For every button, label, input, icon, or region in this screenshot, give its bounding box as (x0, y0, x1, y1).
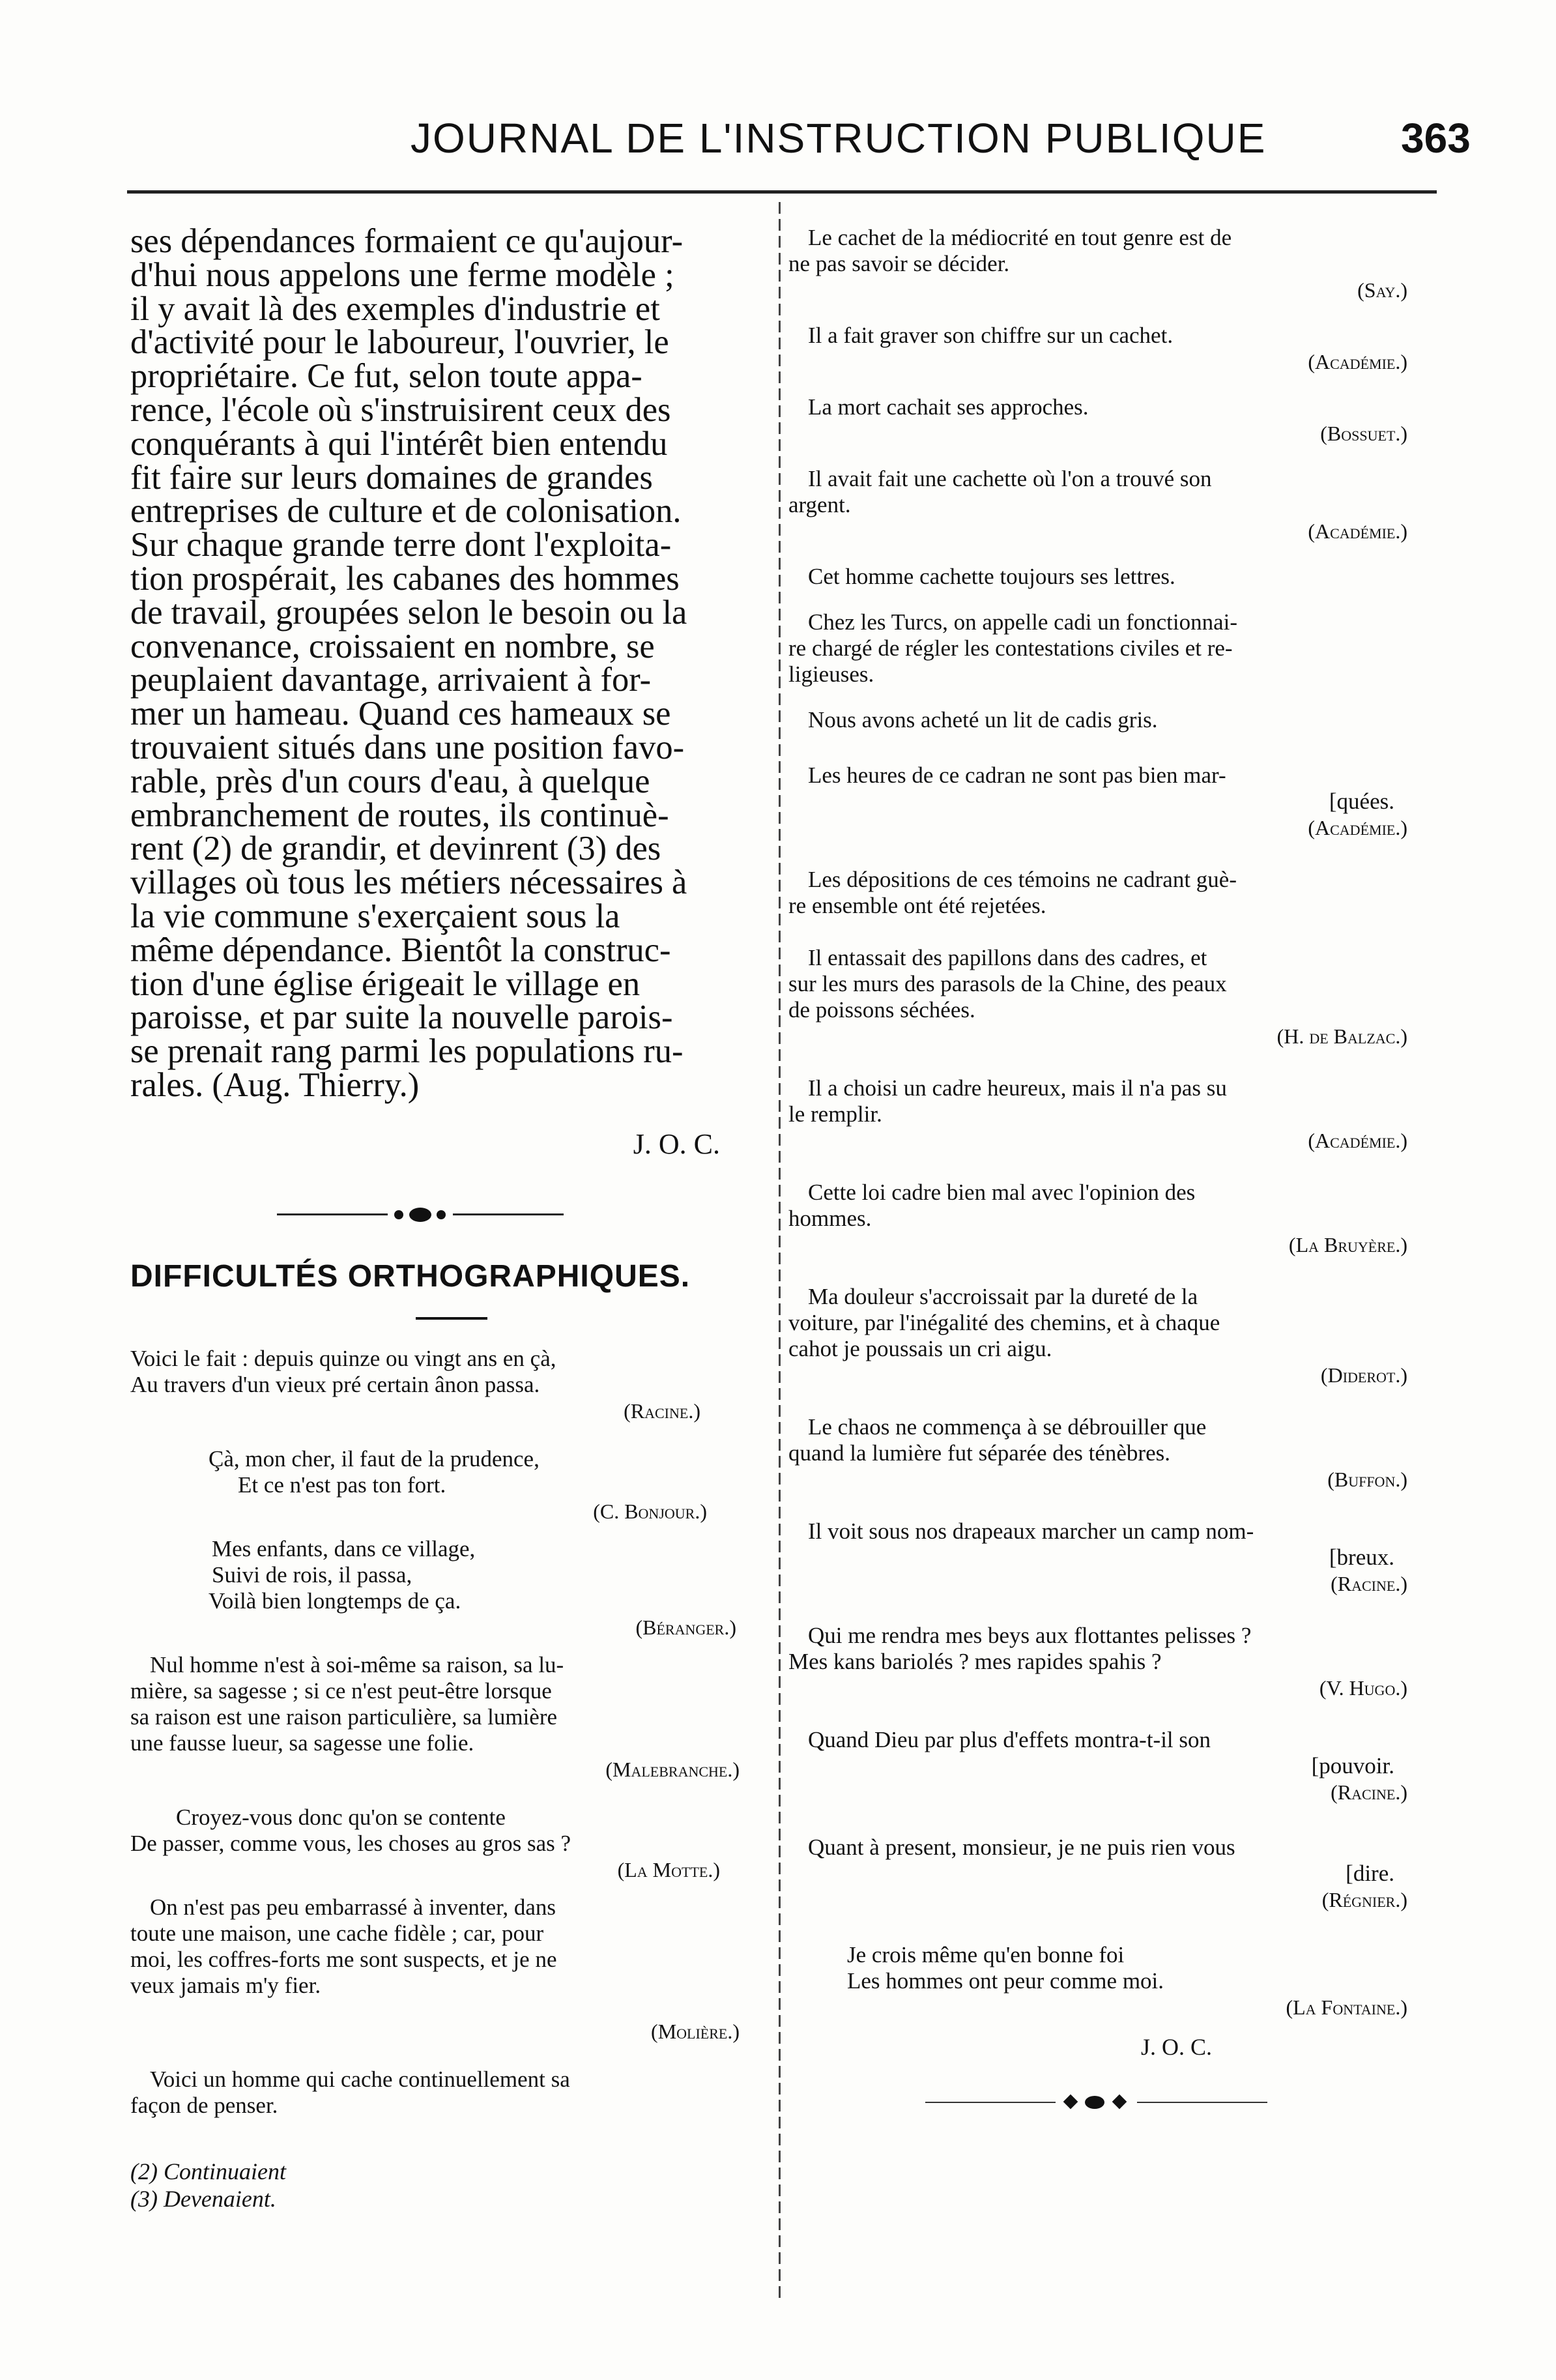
quote-line: Le cachet de la médiocrité en tout genre est de (808, 225, 1232, 250)
quote-line: Suivi de rois, il passa, (212, 1561, 412, 1588)
quote-line: Voici un homme qui cache continuellement sa (150, 2066, 570, 2092)
quote-line: Il entassait des papillons dans des cadres, et (808, 945, 1207, 970)
quote-line: ne pas savoir se décider. (788, 251, 1010, 276)
quote-line: Le chaos ne commença à se débrouiller que (808, 1414, 1207, 1440)
article-line: rable, près d'un cours d'eau, à quelque (130, 762, 650, 800)
quote-line: Les heures de ce cadran ne sont pas bien mar- (808, 762, 1226, 788)
quote-line: Chez les Turcs, on appelle cadi un fonctionnai- (808, 609, 1238, 635)
article-line: de travail, groupées selon le besoin ou la (130, 593, 687, 631)
article-line: se prenait rang parmi les populations ru- (130, 1032, 684, 1071)
article-line: conquérants à qui l'intérêt bien entendu (130, 424, 668, 463)
quote-line: ligieuses. (788, 661, 874, 687)
quote-line: Cette loi cadre bien mal avec l'opinion des (808, 1180, 1196, 1205)
quote-source: (Malebranche.) (605, 1757, 740, 1781)
running-header (0, 114, 1556, 179)
quote-line: On n'est pas peu embarrassé à inventer, dans (150, 1894, 556, 1920)
article-line: il y avait là des exemples d'industrie et (130, 289, 660, 328)
quote-block (788, 1414, 1434, 1492)
title-rule (416, 1317, 487, 1320)
article-line: rence, l'école où s'instruisirent ceux des (130, 390, 671, 429)
article-line: ses dépendances formaient ce qu'aujour- (130, 222, 684, 260)
quote-source: (Académie.) (1308, 816, 1407, 839)
quote-block (788, 867, 1434, 919)
quote-line: De passer, comme vous, les choses au gros sas ? (130, 1830, 571, 1856)
quote-line: quand la lumière fut séparée des ténèbres. (788, 1440, 1170, 1466)
left-column (130, 222, 772, 2213)
article-line: peuplaient davantage, arrivaient à for- (130, 661, 652, 699)
quote-line: Qui me rendra mes beys aux flottantes pelisses ? (808, 1623, 1252, 1648)
quote-line: Nul homme n'est à soi-même sa raison, sa lu- (150, 1651, 564, 1677)
quote-line: Cet homme cachette toujours ses lettres. (808, 564, 1175, 589)
article-line: villages où tous les métiers nécessaires à (130, 863, 687, 902)
quote-source: (Académie.) (1308, 1129, 1407, 1152)
quote-block (788, 394, 1434, 446)
quote-source: (Racine.) (624, 1399, 700, 1423)
quote-line: Croyez-vous donc qu'on se contente (176, 1804, 506, 1830)
quote-line: voiture, par l'inégalité des chemins, et à chaque (788, 1310, 1220, 1335)
article-line: tion prospérait, les cabanes des hommes (130, 559, 680, 598)
quote-line: une fausse lueur, sa sagesse une folie. (130, 1730, 474, 1756)
quote-source: (Buffon.) (1327, 1468, 1407, 1491)
quote-line: Mes enfants, dans ce village, (212, 1535, 476, 1561)
quote-line: moi, les coffres-forts me sont suspects, et je ne (130, 1946, 557, 1972)
quote-line: Je crois même qu'en bonne foi (847, 1942, 1125, 1967)
closing-ornament (788, 2090, 1434, 2116)
quote-block (788, 1942, 1434, 2020)
footnote: (3) Devenaient. (130, 2185, 276, 2212)
quote-line: le remplir. (788, 1101, 882, 1127)
quote-block (788, 564, 1434, 590)
quote-line: Il a fait graver son chiffre sur un cachet. (808, 323, 1174, 348)
quote-block (788, 609, 1434, 688)
quote-line: toute une maison, une cache fidèle ; car, pour (130, 1920, 544, 1946)
quote-block (788, 225, 1434, 303)
quote-block (788, 1180, 1434, 1258)
article-line: fit faire sur leurs domaines de grandes (130, 458, 653, 497)
column-separator (779, 202, 781, 2300)
footnotes (130, 2158, 772, 2213)
quote-line: mière, sa sagesse ; si ce n'est peut-être lorsque (130, 1677, 552, 1704)
quote-line: Voici le fait : depuis quinze ou vingt ans en çà, (130, 1345, 556, 1371)
quote-line: façon de penser. (130, 2092, 278, 2118)
quote-source: (V. Hugo.) (1319, 1676, 1407, 1700)
right-quotes (788, 225, 1434, 2020)
article-line: propriétaire. Ce fut, selon toute appa- (130, 357, 642, 396)
article-line: Sur chaque grande terre dont l'exploita- (130, 526, 672, 564)
quote-line: de poissons séchées. (788, 997, 975, 1023)
quote-source: (Bossuet.) (1320, 422, 1407, 445)
quote-line: Il voit sous nos drapeaux marcher un camp nom- (808, 1518, 1254, 1544)
quote-line: Quand Dieu par plus d'effets montra-t-il son (808, 1727, 1211, 1752)
quote-source: (La Bruyère.) (1288, 1233, 1407, 1256)
quote-line: Au travers d'un vieux pré certain ânon passa. (130, 1371, 540, 1397)
quote-line: argent. (788, 492, 851, 517)
header-rule (127, 190, 1437, 194)
quote-source: (Say.) (1357, 278, 1407, 302)
journal-title: JOURNAL DE L'INSTRUCTION PUBLIQUE (411, 115, 1267, 162)
quote-block (788, 1835, 1434, 1913)
quote-line: Ma douleur s'accroissait par la dureté de la (808, 1284, 1198, 1309)
quote-line: re chargé de régler les contestations civiles et re- (788, 635, 1233, 661)
right-signature: J. O. C. (1140, 2034, 1212, 2060)
quote-source: (Béranger.) (635, 1615, 736, 1639)
quote-line: Mes kans bariolés ? mes rapides spahis ? (788, 1649, 1162, 1674)
article-line: tion d'une église érigeait le village en (130, 965, 641, 1003)
quote-source: (Molière.) (651, 2019, 740, 2043)
quote-source: (Académie.) (1308, 519, 1407, 543)
article-line: même dépendance. Bientôt la construc- (130, 931, 671, 969)
quote-line: Quant à present, monsieur, je ne puis rien vous (808, 1835, 1235, 1860)
quote-block (788, 466, 1434, 544)
quote-source: (C. Bonjour.) (593, 1499, 707, 1523)
page-number: 363 (1401, 115, 1471, 162)
article-line: d'activité pour le laboureur, l'ouvrier, le (130, 323, 669, 362)
article-line: embranchement de routes, ils continuè- (130, 796, 669, 834)
quote-block (788, 1284, 1434, 1388)
quote-source: (Régnier.) (1321, 1888, 1407, 1911)
article-line: la vie commune s'exerçaient sous la (130, 897, 620, 935)
left-quotes (130, 1346, 772, 2119)
quote-line: veux jamais m'y fier. (130, 1972, 321, 1998)
quote-source: (Académie.) (1308, 350, 1407, 373)
quote-source: (Racine.) (1331, 1572, 1407, 1595)
quote-line: [breux. (1329, 1545, 1394, 1570)
article-line: mer un hameau. Quand ces hameaux se (130, 695, 671, 733)
article-line: d'hui nous appelons une ferme modèle ; (130, 255, 674, 294)
quote-line: Il avait fait une cachette où l'on a trouvé son (808, 466, 1212, 491)
quote-line: Çà, mon cher, il faut de la prudence, (209, 1445, 540, 1472)
article-signature: J. O. C. (633, 1127, 720, 1160)
article-line: entreprises de culture et de colonisation. (130, 492, 682, 530)
right-column (788, 225, 1434, 2116)
quote-block (788, 1518, 1434, 1597)
quote-line: [quées. (1329, 789, 1394, 814)
quote-block (788, 762, 1434, 841)
quote-block (788, 945, 1434, 1049)
quote-block (788, 1623, 1434, 1701)
article-line: paroisse, et par suite la nouvelle parois- (130, 998, 673, 1037)
quote-line: Les dépositions de ces témoins ne cadrant guè- (808, 867, 1237, 892)
quote-block (788, 1727, 1434, 1805)
quote-line: [dire. (1346, 1861, 1394, 1886)
article-line-last: rales. (Aug. Thierry.) (130, 1066, 420, 1104)
quote-line: Voilà bien longtemps de ça. (209, 1588, 461, 1614)
quote-source: (La Motte.) (617, 1857, 720, 1881)
quote-line: sur les murs des parasols de la Chine, des peaux (788, 971, 1227, 996)
quote-source: (Racine.) (1331, 1780, 1407, 1804)
quote-line: re ensemble ont été rejetées. (788, 893, 1046, 918)
quote-block (788, 707, 1434, 733)
quote-line: Il a choisi un cadre heureux, mais il n'a pas su (808, 1075, 1227, 1101)
quote-line: sa raison est une raison particulière, sa lumière (130, 1704, 558, 1730)
quote-source: (Diderot.) (1320, 1363, 1407, 1387)
quote-block (788, 323, 1434, 375)
footnote: (2) Continuaient (130, 2158, 286, 2184)
quote-line: hommes. (788, 1206, 872, 1231)
quote-source: (La Fontaine.) (1286, 1995, 1407, 2019)
quote-source: (H. de Balzac.) (1276, 1024, 1407, 1048)
quote-line: Et ce n'est pas ton fort. (238, 1472, 446, 1498)
article-line: trouvaient situés dans une position favo- (130, 728, 685, 766)
article-line: convenance, croissaient en nombre, se (130, 627, 655, 665)
article-text (130, 222, 772, 1104)
quote-block (788, 1075, 1434, 1154)
article-line: rent (2) de grandir, et devinrent (3) des (130, 830, 661, 868)
quote-line: La mort cachait ses approches. (808, 394, 1089, 420)
quote-line: [pouvoir. (1311, 1753, 1394, 1778)
quote-line: cahot je poussais un cri aigu. (788, 1336, 1052, 1361)
quote-line: Les hommes ont peur comme moi. (847, 1968, 1164, 1994)
section-ornament (130, 1197, 772, 1236)
section-title: DIFFICULTÉS ORTHOGRAPHIQUES. (130, 1258, 691, 1294)
quote-line: Nous avons acheté un lit de cadis gris. (808, 707, 1158, 733)
